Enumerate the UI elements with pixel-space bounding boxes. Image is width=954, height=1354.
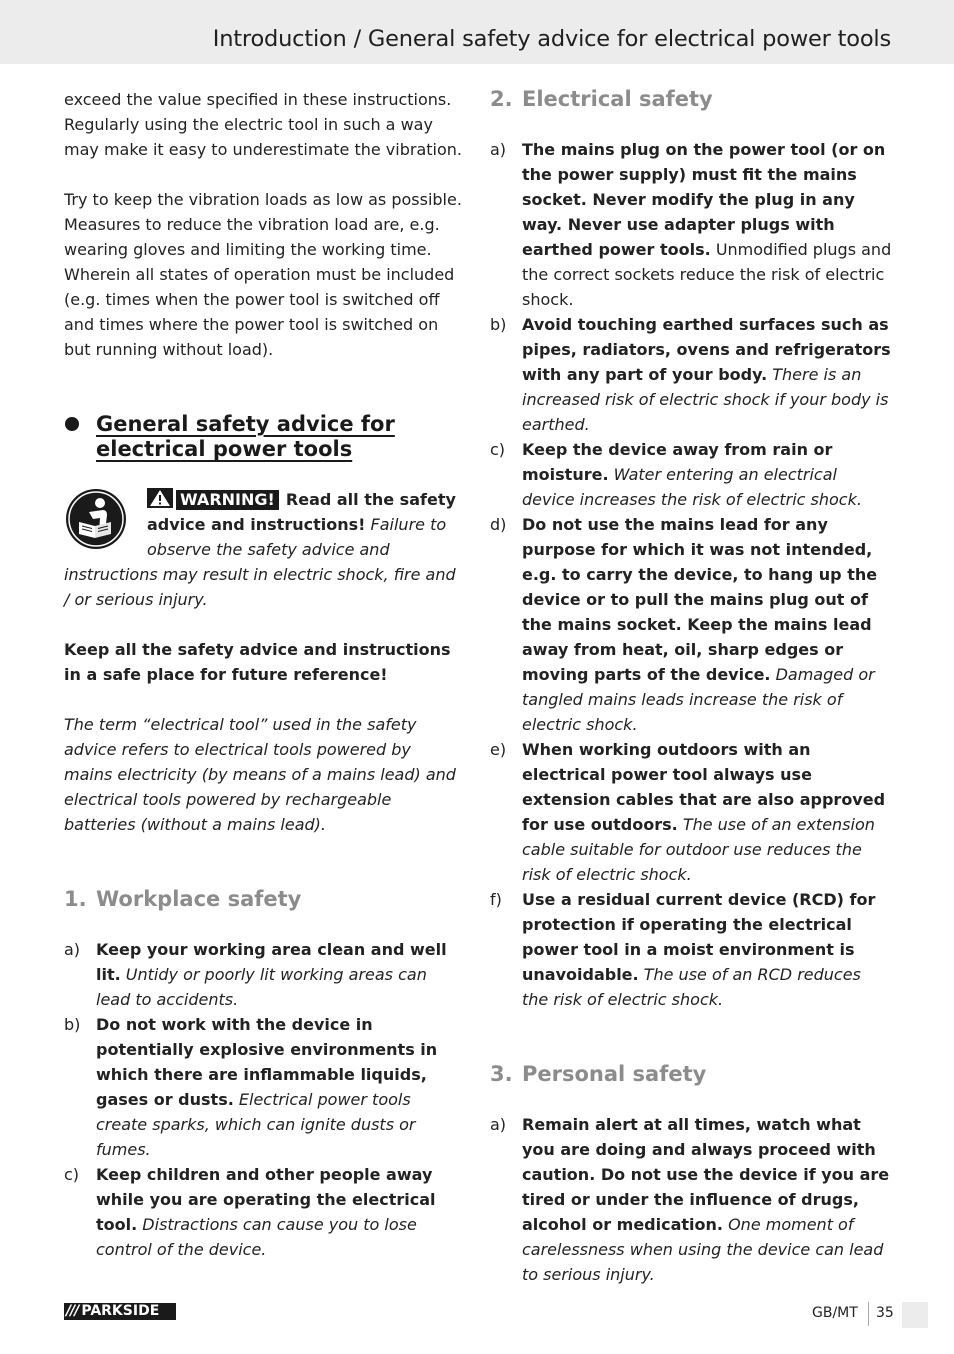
manual-reading-icon <box>65 488 127 550</box>
warning-badge: WARNING! <box>176 490 279 510</box>
keep-instructions-text: Keep all the safety advice and instructions in a safe place for future reference! <box>64 640 451 684</box>
general-safety-heading: General safety advice for electrical power tools <box>64 412 464 462</box>
vibration-paragraph-1: exceed the value specified in these instructions. Regularly using the electric tool in such a way may make it easy to underestimate the vibration. <box>64 90 462 159</box>
list-item: c) Keep the device away from rain or moisture. Water entering an electrical device increases the risk of electric shock. <box>490 440 862 509</box>
bullet-dot-icon <box>65 417 79 431</box>
page-corner-box <box>902 1302 928 1328</box>
page-title: Introduction / General safety advice for electrical power tools <box>212 26 891 52</box>
vibration-paragraph-2: Try to keep the vibration loads as low as possible. Measures to reduce the vibration load are, e.g. wearing gloves and limiting the working time. Wherein all states of operation must be included (e.g. times when the power tool is switched off and times where the power tool is switched on but running without load). <box>64 190 462 359</box>
term-definition-text: The term “electrical tool” used in the safety advice refers to electrical tools powered by mains electricity (by means of a mains lead) and electrical tools powered by rechargeable batteries (without a mains lead). <box>64 715 456 834</box>
right-column <box>490 87 892 1287</box>
section-3-heading: 3. Personal safety <box>490 1062 707 1086</box>
list-item: b) Avoid touching earthed surfaces such as pipes, radiators, ovens and refrigerators with any part of your body. There is an increased risk of electric shock if your body is earthed. <box>490 315 891 434</box>
section-1-heading: 1. Workplace safety <box>64 887 302 911</box>
list-item: d) Do not use the mains lead for any purpose for which it was not intended, e.g. to carry the device, to hang up the device or to pull the mains plug out of the mains socket. Keep the mains lead away from heat, oil, sharp edges or moving parts of the device. Damaged or tangled mains leads increase the risk of electric shock. <box>490 515 878 734</box>
language-code: GB/MT <box>812 1305 858 1321</box>
footer-divider <box>868 1302 869 1326</box>
left-column <box>64 87 464 1262</box>
list-item: c) Keep children and other people away while you are operating the electrical tool. Distractions can cause you to lose control of the device. <box>64 1165 436 1259</box>
section-2-heading: 2. Electrical safety <box>490 87 713 111</box>
list-item: a) The mains plug on the power tool (or on the power supply) must fit the mains socket. Never modify the plug in any way. Never use adapter plugs with earthed power tools. Unmodified plugs and the correct sockets reduce the risk of electric shock. <box>490 140 892 309</box>
parkside-logo: /// PARKSIDE <box>64 1303 176 1320</box>
list-item: b) Do not work with the device in potentially explosive environments in which there are inflammable liquids, gases or dusts. Electrical power tools create sparks, which can ignite dusts or fumes. <box>64 1015 438 1159</box>
page-number: 35 <box>876 1305 894 1321</box>
list-item: a) Keep your working area clean and well lit. Untidy or poorly lit working areas can lead to accidents. <box>64 940 447 1009</box>
warning-italic-text: Failure to observe the safety advice and instructions may result in electric shock, fire and / or serious injury. <box>64 515 456 609</box>
list-item: e) When working outdoors with an electrical power tool always use extension cables that are also approved for use outdoors. The use of an extension cable suitable for outdoor use reduces the risk of electric shock. <box>490 740 886 884</box>
list-item: f) Use a residual current device (RCD) for protection if operating the electrical power tool in a moist environment is unavoidable. The use of an RCD reduces the risk of electric shock. <box>490 890 876 1009</box>
list-item: a) Remain alert at all times, watch what you are doing and always proceed with caution. Do not use the device if you are tired or under the influence of drugs, alcohol or medication. One moment of carelessness when using the device can lead to serious injury. <box>490 1115 890 1284</box>
warning-bold-text: Read all the safety advice and instructions! <box>147 490 456 534</box>
page-header <box>0 0 954 64</box>
warning-triangle-icon <box>147 488 173 508</box>
warning-block <box>64 487 464 612</box>
